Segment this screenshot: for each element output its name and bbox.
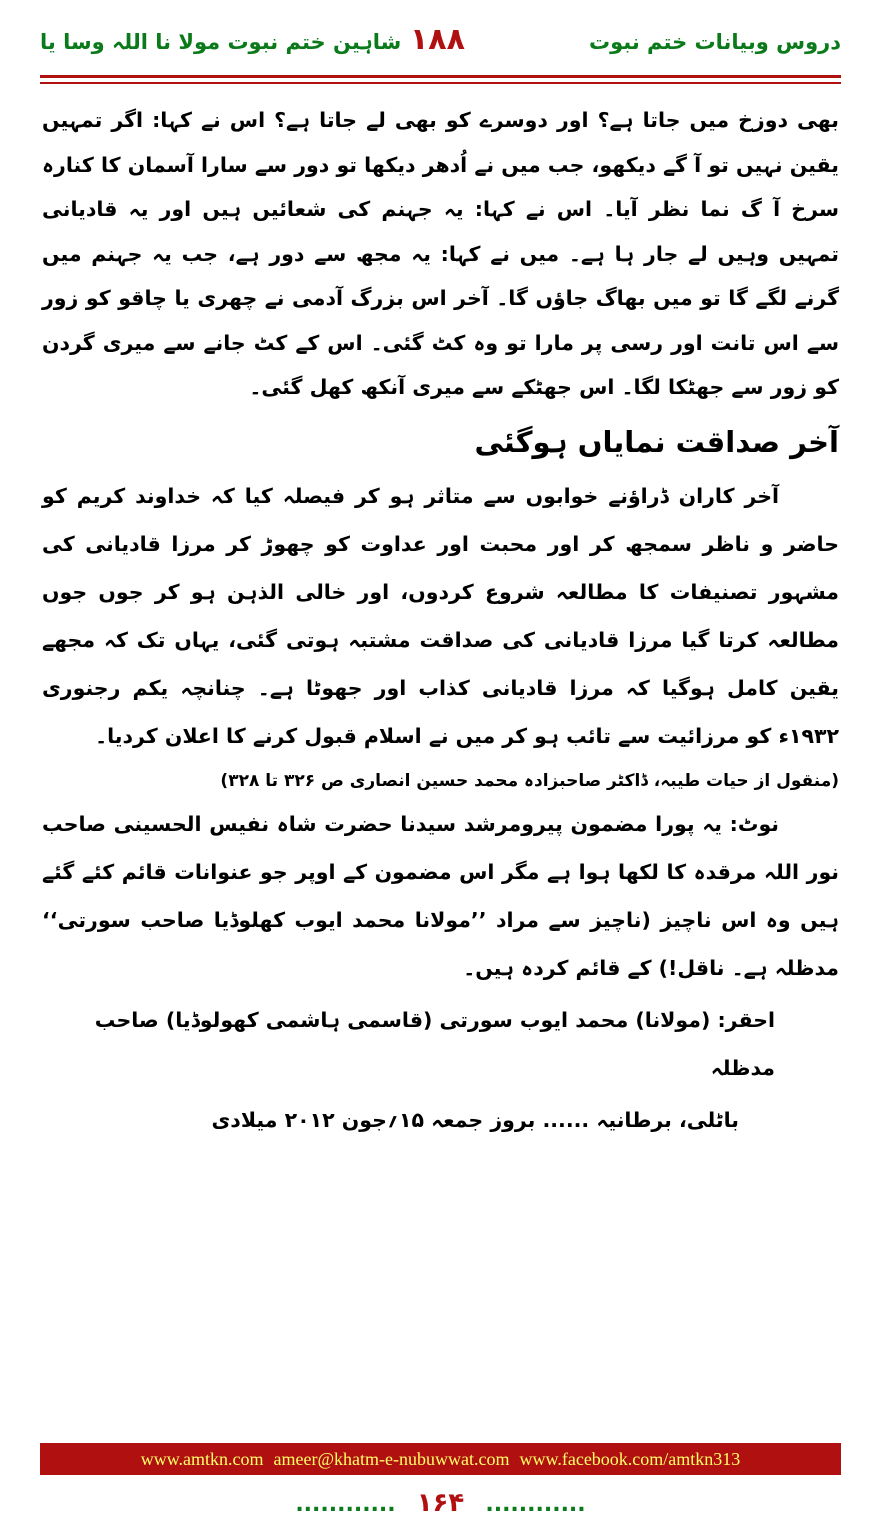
book-title: دروس وبیانات ختم نبوت (589, 30, 841, 54)
signature-date-place: باٹلی، برطانیہ ...... بروز جمعہ ۱۵؍جون ۲۰۱۲ میلادی (211, 1107, 739, 1132)
footer-links-bar (40, 1443, 841, 1475)
dots-right: ............ (485, 1492, 586, 1517)
facebook-link[interactable]: www.facebook.com/amtkn313 (519, 1448, 741, 1469)
page-header (40, 22, 841, 68)
header-page-number: ۱۸۸ (410, 22, 465, 57)
header-rule-top (40, 75, 841, 78)
footer-page-number: ۱۶۴ (416, 1488, 465, 1518)
dots-left: ............ (295, 1492, 396, 1517)
footer-page-number-row (0, 1488, 881, 1518)
truth-paragraph: آخر کاران ڈراؤنے خوابوں سے متاثر ہو کر فیصلہ کیا کہ خداوند کریم کو حاضر و ناظر سمجھ کر اور محبت اور عداوت کو چھوڑ کر مرزا قادیانی کی مشہور تصنیفات کا مطالعہ شروع کردوں، اور خالی الذہن ہو کر جوں جوں مطالعہ کرتا گیا مرزا قادیانی کی صداقت مشتبہ ہوتی گئی، یہاں تک کہ مجھے یقین کامل ہوگیا کہ مرزا قادیانی کذاب اور جھوٹا ہے۔ چنانچہ یکم رجنوری ۱۹۳۲ء کو مرزائیت سے تائب ہو کر میں نے اسلام قبول کرنے کا اعلان کردیا۔ (42, 483, 839, 748)
section-heading: آخر صداقت نمایاں ہوگئی (474, 424, 839, 459)
header-rule-bottom (40, 82, 841, 84)
dream-paragraph: بھی دوزخ میں جاتا ہے؟ اور دوسرے کو بھی لے جاتا ہے؟ اس نے کہا: اگر تمہیں یقین نہیں تو آ گے دیکھو، جب میں نے اُدھر دیکھا تو دور سے سارا آسمان کا کنارہ سرخ آ گ نما نظر آیا۔ اس نے کہا: یہ جہنم کی شعائیں ہیں اور یہ قادیانی تمہیں وہیں لے جار ہا ہے۔ میں نے کہا: یہ مجھ سے دور ہے، جب یہ جہنم میں گرنے لگے گا تو میں بھاگ جاؤں گا۔ آخر اس بزرگ آدمی نے چھری یا چاقو کو زور سے اس تانت اور رسی پر مارا تو وہ کٹ گئی۔ اس کے کٹ جانے سے میری گردن کو زور سے جھٹکا لگا۔ اس جھٹکے سے میری آنکھ کھل گئی۔ (42, 108, 839, 399)
website-link[interactable]: www.amtkn.com (140, 1448, 264, 1469)
email-link[interactable]: ameer@khatm-e-nubuwwat.com (273, 1448, 510, 1469)
series-title: شاہین ختم نبوت مولا نا اللہ وسا یا (40, 30, 402, 54)
page-content (42, 98, 839, 1144)
editor-note: نوٹ: یہ پورا مضمون پیرومرشد سیدنا حضرت شاہ نفیس الحسینی صاحب نور اللہ مرقدہ کا لکھا ہوا ہے مگر اس مضمون کے اوپر جو عنوانات قائم کئے گئے ہیں وہ اس ناچیز (ناچیز سے مراد ’’مولانا محمد ایوب کھلوڈیا صاحب سورتی‘‘ مدظلہ ہے۔ ناقل!) کے قائم کردہ ہیں۔ (42, 811, 839, 980)
source-citation: (منقول از حیات طیبہ، ڈاکٹر صاحبزادہ محمد حسین انصاری ص ۳۲۶ تا ۳۲۸) (220, 770, 839, 791)
author-signature: احقر: (مولانا) محمد ایوب سورتی (قاسمی ہاشمی کھولوڈیا) صاحب مدظلہ (94, 1007, 775, 1080)
